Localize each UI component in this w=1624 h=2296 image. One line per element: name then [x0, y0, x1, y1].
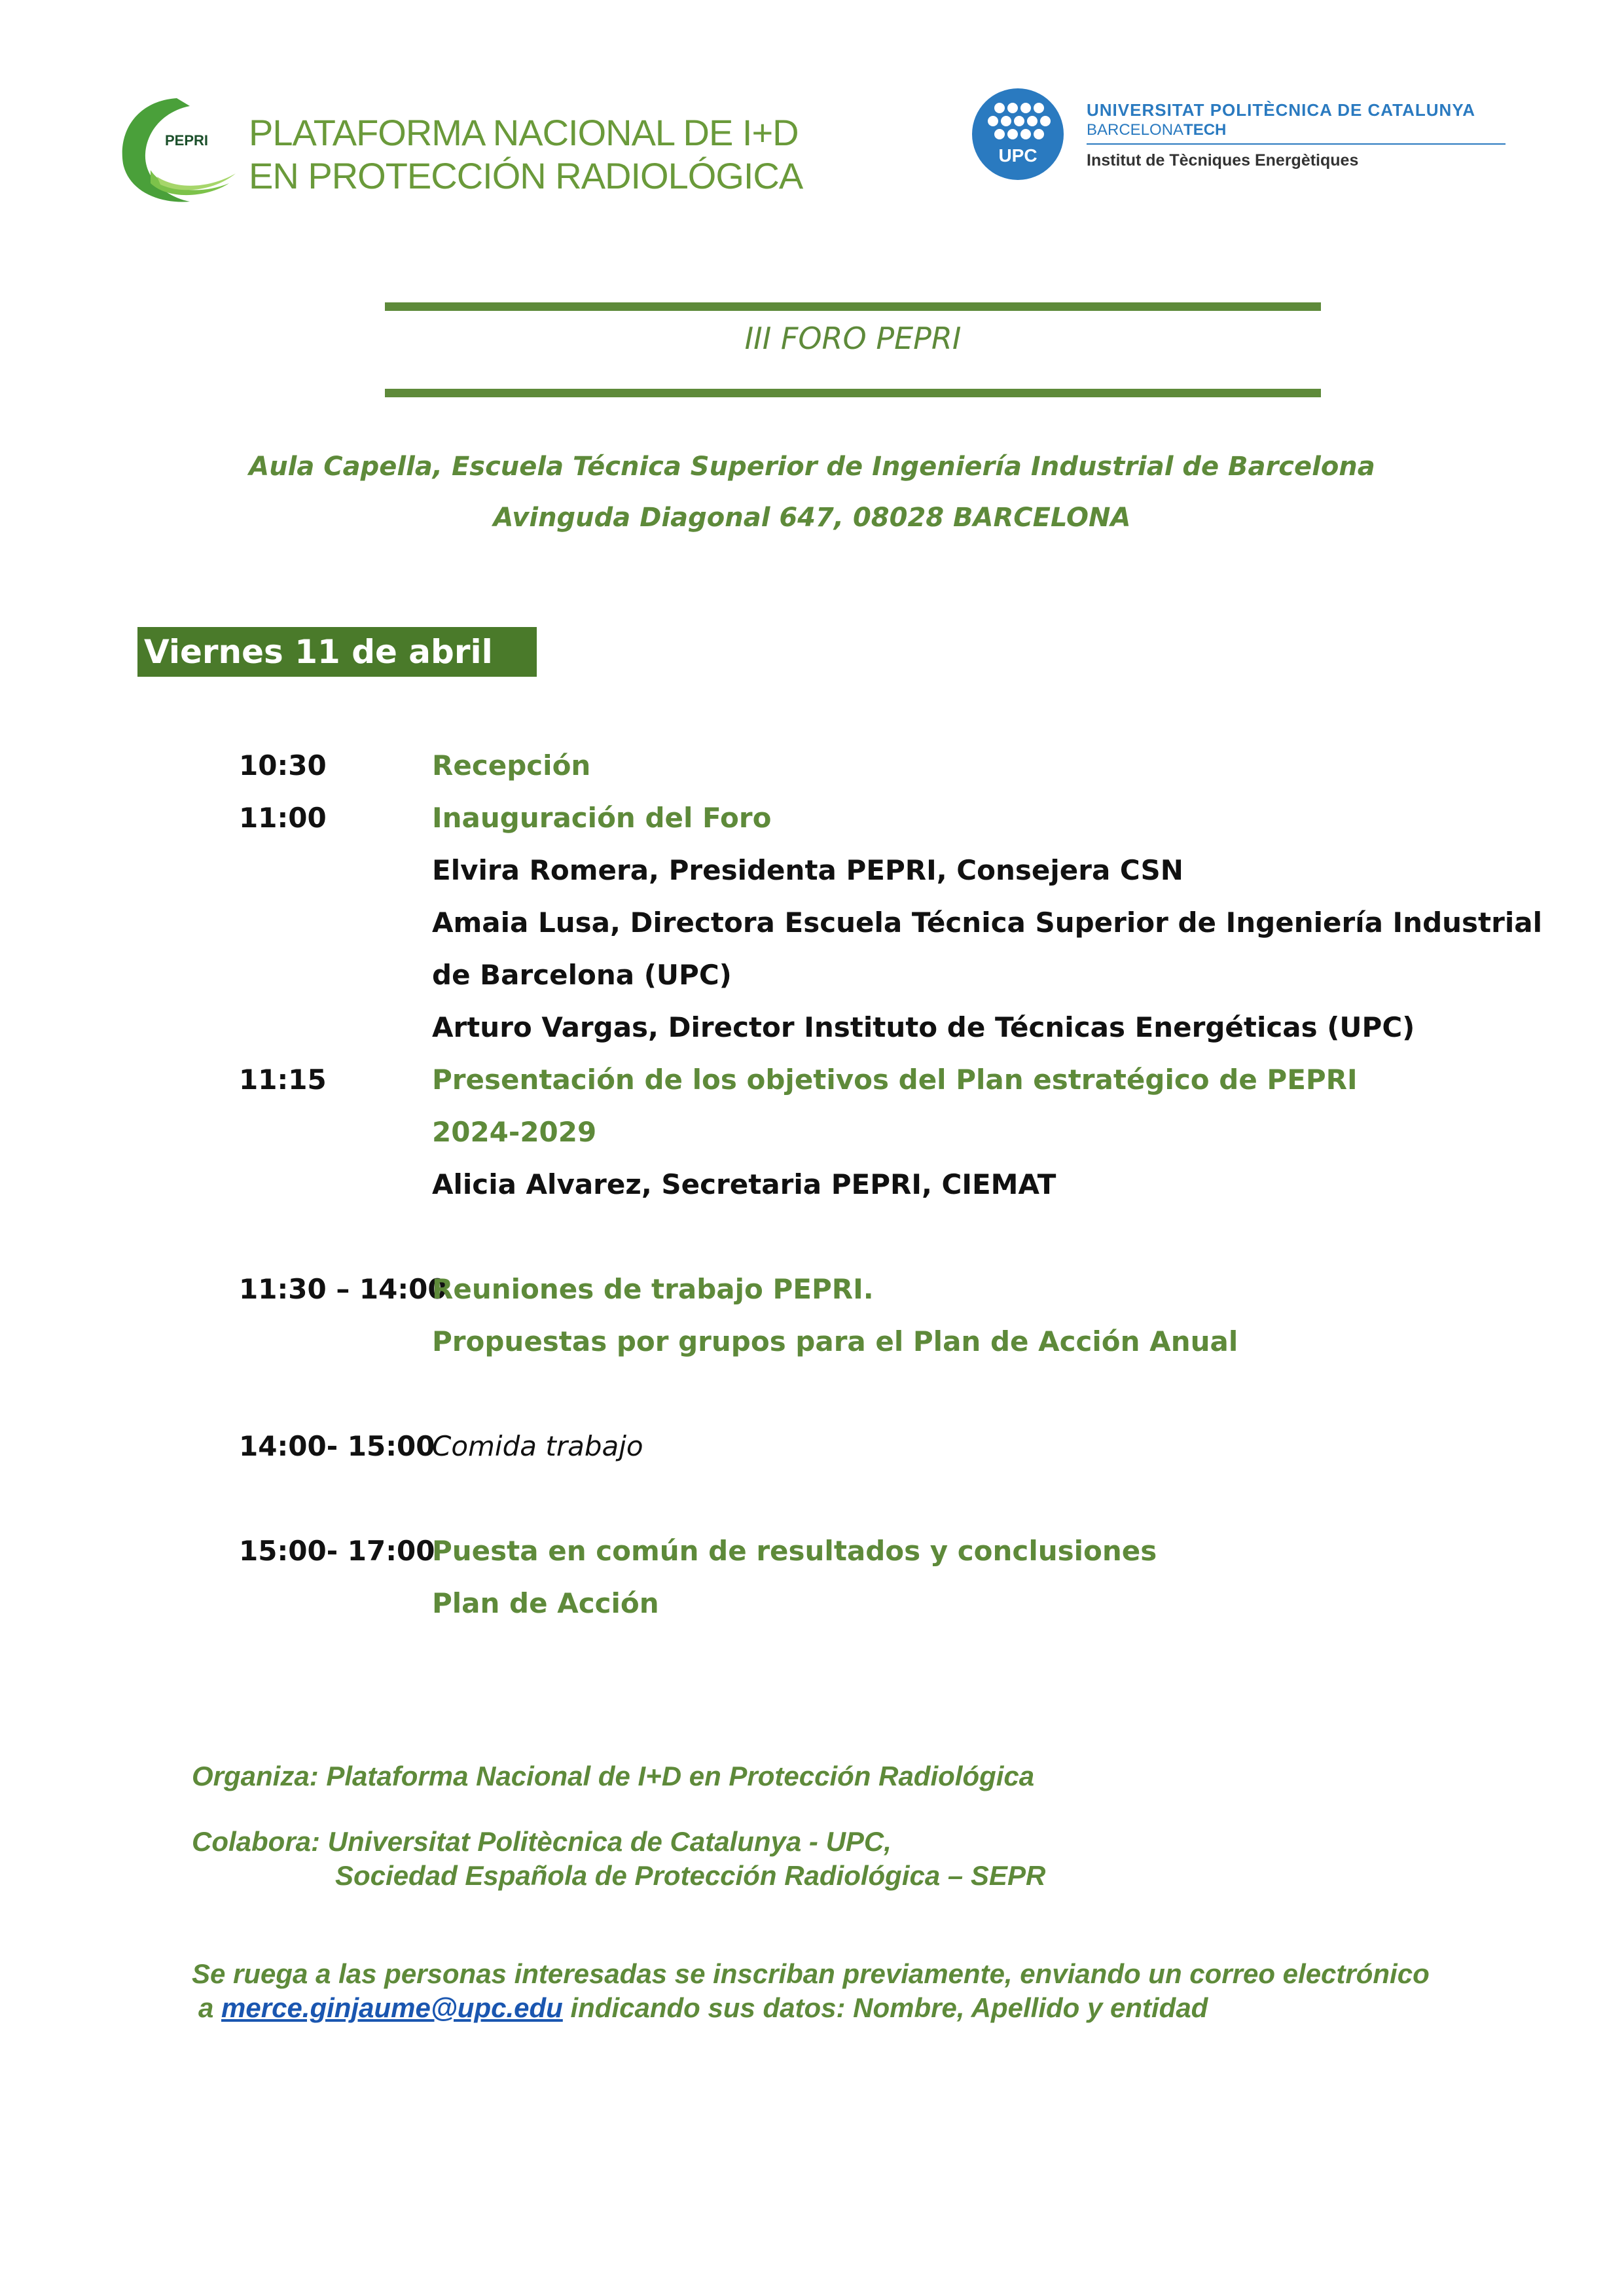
agenda-row	[239, 1263, 1483, 1368]
upc-logo	[969, 88, 1532, 187]
day-heading: Viernes 11 de abril	[137, 627, 537, 677]
upc-subtitle-a: BARCELONA	[1087, 121, 1184, 139]
agenda-title: Plan de Acción	[432, 1587, 659, 1619]
pepri-badge: PEPRI	[165, 132, 209, 149]
agenda-time: 11:15	[239, 1064, 327, 1096]
upc-emblem-icon	[969, 88, 1067, 180]
collaborator-line1: Colabora: Universitat Politècnica de Catalunya - UPC,	[192, 1826, 892, 1857]
agenda-title: Reuniones de trabajo PEPRI.	[432, 1273, 874, 1305]
agenda-title: Recepción	[432, 749, 591, 781]
agenda-speaker: Alicia Alvarez, Secretaria PEPRI, CIEMAT	[432, 1168, 1056, 1200]
agenda-title: Inauguración del Foro	[432, 802, 772, 834]
agenda-speaker: Elvira Romera, Presidenta PEPRI, Consejera CSN	[432, 854, 1183, 886]
agenda-title: Puesta en común de resultados y conclusiones	[432, 1535, 1157, 1567]
agenda-row	[239, 792, 1542, 1054]
venue-line2: Avinguda Diagonal 647, 08028 BARCELONA	[493, 503, 1131, 533]
upc-institute: Institut de Tècniques Energètiques	[1087, 151, 1359, 170]
registration-note-line2	[198, 1992, 1208, 2024]
organizer-line: Organiza: Plataforma Nacional de I+D en Protección Radiológica	[192, 1761, 1035, 1791]
agenda-time: 11:30 – 14:00	[239, 1273, 447, 1305]
contact-email-link[interactable]: merce.ginjaume@upc.edu	[221, 1992, 563, 2023]
upc-emblem-text: UPC	[998, 145, 1038, 166]
agenda-time: 15:00- 17:00	[239, 1535, 435, 1567]
upc-name: UNIVERSITAT POLITÈCNICA DE CATALUNYA	[1087, 100, 1476, 120]
pepri-title-line2: EN PROTECCIÓN RADIOLÓGICA	[249, 155, 803, 196]
agenda-title: Comida trabajo	[432, 1430, 643, 1462]
agenda-speaker: Amaia Lusa, Directora Escuela Técnica Superior de Ingeniería Industrial	[432, 906, 1542, 939]
upc-subtitle-b: TECH	[1183, 121, 1227, 139]
title-top-rule	[385, 302, 1321, 311]
upc-subtitle	[1087, 121, 1226, 139]
agenda-speaker: de Barcelona (UPC)	[432, 959, 732, 991]
event-title: III FORO PEPRI	[744, 321, 962, 356]
pepri-title	[249, 111, 803, 198]
agenda-row	[239, 740, 1483, 792]
upc-divider	[1087, 143, 1506, 145]
agenda-time: 11:00	[239, 802, 327, 834]
title-bottom-rule	[385, 389, 1321, 397]
agenda-row	[239, 1525, 1483, 1630]
pepri-logo	[111, 92, 805, 209]
agenda-title: Propuestas por grupos para el Plan de Acción Anual	[432, 1325, 1238, 1357]
agenda-title: Presentación de los objetivos del Plan estratégico de PEPRI	[432, 1064, 1358, 1096]
agenda-time: 10:30	[239, 749, 327, 781]
registration-note-suffix: indicando sus datos: Nombre, Apellido y entidad	[562, 1992, 1208, 2023]
collaborator-line2: Sociedad Española de Protección Radiológica – SEPR	[335, 1860, 1046, 1891]
agenda	[239, 740, 1542, 1630]
registration-note-prefix: a	[198, 1992, 222, 2023]
pepri-swoosh-icon	[111, 92, 242, 209]
agenda-title: 2024-2029	[432, 1116, 597, 1148]
agenda-row	[239, 1054, 1483, 1211]
pepri-title-line1: PLATAFORMA NACIONAL DE I+D	[249, 112, 799, 153]
agenda-row	[239, 1420, 1483, 1473]
agenda-time: 14:00- 15:00	[239, 1430, 435, 1462]
registration-note-line1: Se ruega a las personas interesadas se inscriban previamente, enviando un correo electrónico	[192, 1958, 1430, 1989]
agenda-speaker: Arturo Vargas, Director Instituto de Técnicas Energéticas (UPC)	[432, 1011, 1415, 1043]
venue-line1: Aula Capella, Escuela Técnica Superior de Ingeniería Industrial de Barcelona	[249, 452, 1375, 482]
